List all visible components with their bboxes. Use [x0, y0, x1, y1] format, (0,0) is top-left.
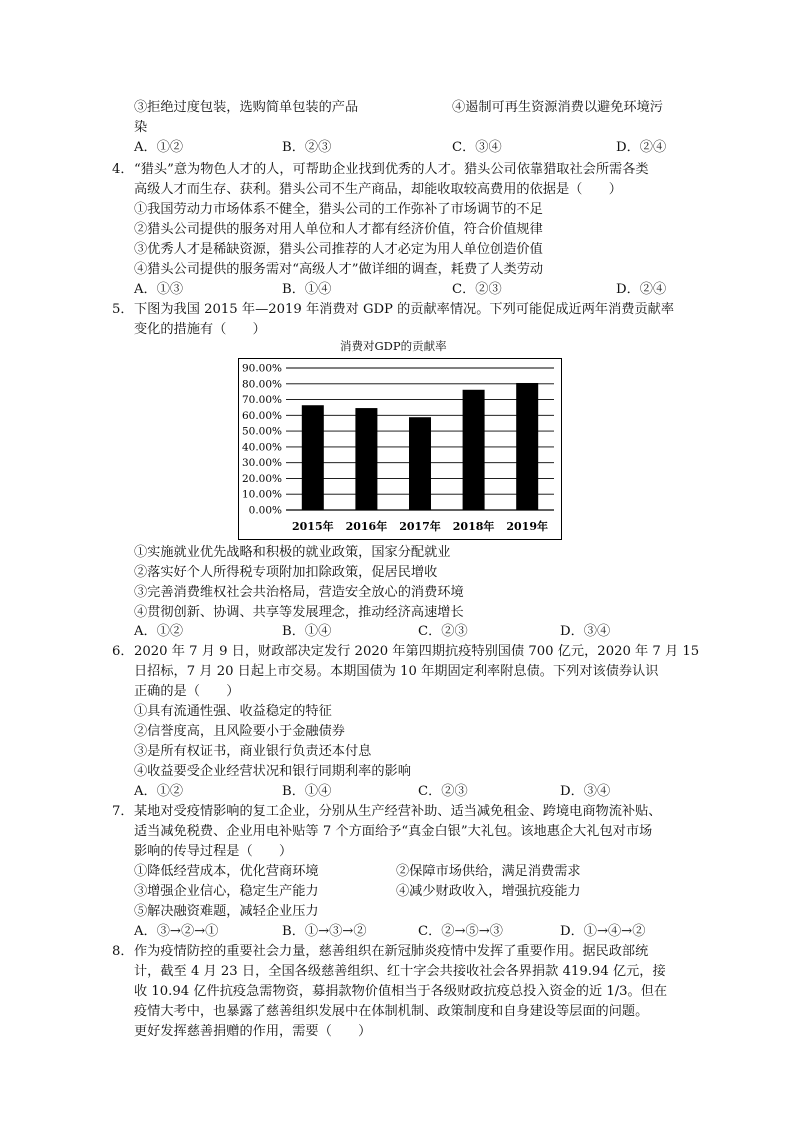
- q5-choice-b: B．①④: [282, 624, 332, 639]
- q5-option-2: ②落实好个人所得税专项附加扣除政策，促居民增收: [134, 565, 438, 580]
- bar-2019年: [516, 383, 538, 510]
- y-tick-label: 20.00%: [241, 472, 282, 485]
- q6-option-1: ①具有流通性强、收益稳定的特征: [134, 704, 332, 719]
- q3-choice-d: D．②④: [616, 140, 667, 155]
- q7-stem-line-3: 影响的传导过程是（ ）: [134, 844, 293, 859]
- q5-option-3: ③完善消费维权社会共治格局，营造安全放心的消费环境: [134, 585, 464, 600]
- q4-stem-line-1: “猎头”意为物色人才的人，可帮助企业找到优秀的人才。猎头公司依靠猎取社会所需各类: [134, 162, 649, 177]
- q7-option-2: ②保障市场供给，满足消费需求: [396, 864, 581, 879]
- q8-stem-line-4: 疫情大考中，也暴露了慈善组织发展中在体制机制、政策制度和自身建设等层面的问题。: [134, 1004, 649, 1019]
- q8-stem-line-1: 作为疫情防控的重要社会力量，慈善组织在新冠肺炎疫情中发挥了重要作用。据民政部统: [134, 944, 649, 959]
- x-tick-label: 2016年: [345, 520, 388, 533]
- q5-choice-d: D．③④: [560, 624, 611, 639]
- y-tick-label: 60.00%: [241, 409, 282, 422]
- q8-stem-line-3: 收 10.94 亿件抗疫急需物资，募捐款物价值相当于各级财政抗疫总投入资金的近 1/3。但在: [134, 984, 668, 999]
- q3-option-4: ④遏制可再生资源消费以避免环境污: [452, 100, 663, 115]
- q4-option-1: ①我国劳动力市场体系不健全，猎头公司的工作弥补了市场调节的不足: [134, 202, 543, 217]
- q6-option-4: ④收益要受企业经营状况和银行同期利率的影响: [134, 764, 411, 779]
- q5-choice-a: A．①②: [134, 624, 184, 639]
- q7-choice-d: D．①→④→②: [560, 924, 646, 939]
- consumption-gdp-chart: [238, 358, 562, 540]
- q3-choice-b: B．②③: [282, 140, 332, 155]
- y-tick-label: 40.00%: [241, 441, 282, 454]
- y-tick-label: 0.00%: [248, 504, 282, 517]
- x-tick-label: 2019年: [506, 520, 549, 533]
- bar-2018年: [463, 390, 485, 510]
- y-tick-label: 70.00%: [241, 394, 282, 407]
- q5-number: 5．: [112, 302, 134, 317]
- y-tick-label: 80.00%: [241, 378, 282, 391]
- q7-choice-b: B．①→③→②: [282, 924, 367, 939]
- q7-option-3: ③增强企业信心，稳定生产能力: [134, 884, 319, 899]
- q5-stem-line-2: 变化的措施有（ ）: [134, 322, 266, 337]
- q6-option-3: ③是所有权证书，商业银行负责还本付息: [134, 744, 372, 759]
- x-tick-label: 2017年: [399, 520, 441, 533]
- q6-choice-b: B．①④: [282, 784, 332, 799]
- q7-choice-c: C．②→⑤→③: [418, 924, 503, 939]
- bar-2015年: [302, 405, 324, 510]
- q4-option-3: ③优秀人才是稀缺资源，猎头公司推荐的人才必定为用人单位创造价值: [134, 242, 543, 257]
- q7-number: 7．: [112, 804, 134, 819]
- q4-choice-a: A．①③: [134, 282, 184, 297]
- q4-option-2: ②猎头公司提供的服务对用人单位和人才都有经济价值，符合价值规律: [134, 222, 543, 237]
- q4-choice-d: D．②④: [616, 282, 667, 297]
- y-tick-label: 10.00%: [241, 488, 282, 501]
- x-tick-label: 2018年: [452, 520, 495, 533]
- q7-option-5: ⑤解决融资难题，减轻企业压力: [134, 904, 319, 919]
- q3-option-3: ③拒绝过度包装，选购简单包装的产品: [134, 100, 359, 115]
- q6-choice-a: A．①②: [134, 784, 184, 799]
- bar-2017年: [409, 417, 431, 510]
- y-tick-label: 50.00%: [241, 425, 282, 438]
- q3-option-4-wrap: 染: [134, 120, 148, 135]
- q8-number: 8．: [112, 944, 134, 959]
- bar-2016年: [355, 408, 377, 510]
- q5-stem-line-1: 下图为我国 2015 年—2019 年消费对 GDP 的贡献率情况。下列可能促成近两年消费贡献率: [134, 302, 675, 317]
- q6-stem-line-1: 2020 年 7 月 9 日，财政部决定发行 2020 年第四期抗疫特别国债 700 亿元，2020 年 7 月 15: [134, 644, 700, 659]
- q6-number: 6．: [112, 644, 134, 659]
- q5-choice-c: C．②③: [418, 624, 468, 639]
- y-tick-label: 30.00%: [241, 457, 282, 470]
- q7-choice-a: A．③→②→①: [134, 924, 219, 939]
- x-tick-label: 2015年: [291, 520, 334, 533]
- q6-stem-line-2: 日招标，7 月 20 日起上市交易。本期国债为 10 年期固定利率附息债。下列对该债券认识: [134, 664, 659, 679]
- q4-option-4: ④猎头公司提供的服务需对“高级人才”做详细的调查，耗费了人类劳动: [134, 262, 544, 277]
- q7-stem-line-2: 适当减免税费、企业用电补贴等 7 个方面给予“真金白银”大礼包。该地惠企大礼包对市场: [134, 824, 653, 839]
- q7-option-1: ①降低经营成本，优化营商环境: [134, 864, 319, 879]
- chart-frame: [239, 359, 562, 540]
- q4-stem-line-2: 高级人才而生存、获利。猎头公司不生产商品，却能收取较高费用的依据是（ ）: [134, 182, 622, 197]
- q5-option-1: ①实施就业优先战略和积极的就业政策，国家分配就业: [134, 545, 451, 560]
- q4-choice-c: C．②③: [452, 282, 502, 297]
- q6-stem-line-3: 正确的是（ ）: [134, 684, 240, 699]
- q5-option-4: ④贯彻创新、协调、共享等发展理念，推动经济高速增长: [134, 605, 464, 620]
- q3-choice-a: A．①②: [134, 140, 184, 155]
- y-tick-label: 90.00%: [241, 362, 282, 375]
- q4-choice-b: B．①④: [282, 282, 332, 297]
- q4-number: 4．: [112, 162, 134, 177]
- q7-option-4: ④减少财政收入，增强抗疫能力: [396, 884, 581, 899]
- q8-stem-line-2: 计，截至 4 月 23 日，全国各级慈善组织、红十字会共接收社会各界捐款 419.94 亿元，接: [134, 964, 666, 979]
- q6-option-2: ②信誉度高，且风险要小于金融债券: [134, 724, 345, 739]
- chart-title: 消费对GDP的贡献率: [340, 339, 447, 353]
- q7-stem-line-1: 某地对受疫情影响的复工企业，分别从生产经营补助、适当减免租金、跨境电商物流补贴、: [134, 804, 662, 819]
- q6-choice-d: D．③④: [560, 784, 611, 799]
- q6-choice-c: C．②③: [418, 784, 468, 799]
- q8-stem-line-5: 更好发挥慈善捐赠的作用，需要（ ）: [134, 1024, 372, 1039]
- q3-choice-c: C．③④: [452, 140, 502, 155]
